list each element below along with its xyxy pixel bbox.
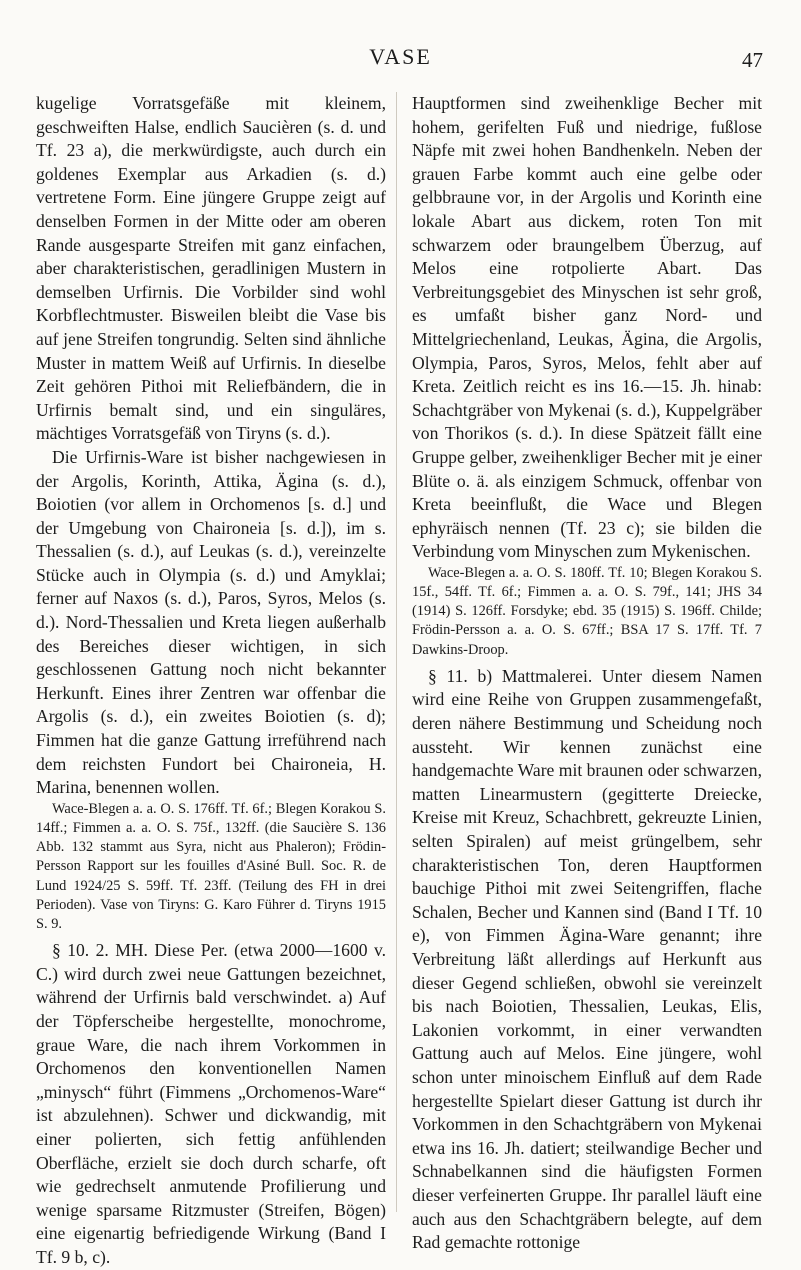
running-head: [0, 44, 801, 74]
page-number: 47: [742, 48, 763, 72]
paragraph: Die Urfirnis-Ware ist bisher nachgewiesen in der Argolis, Korinth, Attika, Ägina (s. d.), Boiotien (vor allem in Orchomenos [s. d.] und der Umgebung von Chaironeia [s. d.]), im s. Thessalien (s. d.), auf Leukas (s. d.), vereinzelte Stücke auch in Olympia (s. d.) und Amyklai; ferner auf Naxos (s. d.), Paros, Syros, Melos (s. d.). Nord-Thessalien und Kreta liegen außerhalb des Bereiches dieser wichtigen, in sich geschlossenen Gattung noch nicht bekannter Herkunft. Eines ihrer Zentren war offenbar die Argolis (s. d.), ein zweites Boiotien (s. d); Fimmen hat die ganze Gattung irreführend nach dem reichsten Fundort bei Chaironeia, H. Marina, benennen wollen.: [36, 446, 386, 798]
right-column: [412, 92, 762, 1255]
section-paragraph: § 10. 2. MH. Diese Per. (etwa 2000—1600 v. C.) wird durch zwei neue Gattungen bezeichnet, während der Urfirnis bald verschwindet. a) Auf der Töpferscheibe hergestellte, monochrome, graue Ware, die nach ihrem Vorkommen in Orchomenos den konventionellen Namen „minysch“ führt (Fimmens „Orchomenos-Ware“ ist abzulehnen). Schwer und dickwandig, mit einer polierten, sich fettig anfühlenden Oberfläche, erzielt sie doch durch scharfe, oft wie gedrechselt anmutende Profilierung und wenige sparsame Ritzmuster (Streifen, Bögen) eine eigenartig befriedigende Wirkung (Band I Tf. 9 b, c).: [36, 940, 386, 1267]
paragraph: kugelige Vorratsgefäße mit kleinem, geschweiften Halse, endlich Saucièren (s. d. und Tf. 23 a), die merkwürdigste, auch durch ein goldenes Exemplar aus Arkadien (s. d.) vertretene Form. Eine jüngere Gruppe zeigt auf denselben Formen in der Mitte oder am oberen Rande ausgesparte Streifen mit ganz einfachen, aber charakteristischen, geradlinigen Mustern in demselben Urfirnis. Die Vorbilder sind wohl Korbflechtmuster. Bisweilen bleibt die Vase bis auf jene Streifen tongrundig. Selten sind ähnliche Muster in mattem Weiß auf Urfirnis. In dieselbe Zeit gehören Pithoi mit Reliefbändern, die in Urfirnis bemalt sind, und ein singuläres, mächtiges Vorratsgefäß von Tiryns (s. d.).: [36, 93, 386, 444]
section-paragraph: § 11. b) Mattmalerei. Unter diesem Namen wird eine Reihe von Gruppen zusammengefaßt, deren nähere Bestimmung und Scheidung noch aussteht. Wir kennen zunächst eine handgemachte Ware mit braunen oder schwarzen, matten Linearmustern (gegitterte Dreiecke, Kreise mit Kreuz, Schachbrett, gekreuzte Linien, selten Spiralen) auf meist grüngelbem, sehr charakteristischen Ton, deren Hauptformen bauchige Pithoi mit zwei Seitengriffen, flache Schalen, Becher und Kannen sind (Band I Tf. 10 e), von Fimmen Ägina-Ware genannt; ihre Verbreitung läßt allerdings auf Herkunft aus dieser Gegend schließen, obwohl sie vereinzelt bis nach Boiotien, Thessalien, Leukas, Elis, Lakonien vorkommt, in einer verwandten Gattung auch auf Melos. Eine jüngere, wohl schon unter minoischem Einfluß auf dem Rade hergestellte Spielart dieser Gattung ist durch ihr Vorkommen in den Schachtgräbern von Mykenai etwa ins 16. Jh. datiert; steilwandige Becher und Schnabelkannen sind die häufigsten Formen dieser verfeinerten Gruppe. Ihr parallel läuft eine auch aus den Schachtgräbern belegte, auf dem Rad gemachte rottonige: [412, 665, 762, 1253]
column-divider: [396, 92, 397, 1212]
left-column: [36, 92, 386, 1270]
bibliography-note: Wace-Blegen a. a. O. S. 180ff. Tf. 10; Blegen Korakou S. 15f., 54ff. Tf. 6f.; Fimmen a. a. O. S. 79f., 141; JHS 34 (1914) S. 126ff. Forsdyke; ebd. 35 (1915) S. 196ff. Childe; Frödin-Persson a. a. O. S. 67ff.; BSA 17 S. 17ff. Tf. 7 Dawkins-Droop.: [412, 564, 762, 658]
running-title: VASE: [369, 44, 432, 69]
paragraph: Hauptformen sind zweihenklige Becher mit hohem, gerifelten Fuß und niedrige, fußlose Näpfe mit zwei hohen Bandhenkeln. Neben der grauen Farbe kommt auch eine gelbe oder gelbbraune vor, in der Argolis und Korinth eine lokale Abart aus dickem, roten Ton mit schwarzem oder braungelbem Überzug, auf Melos eine rotpolierte Abart. Das Verbreitungsgebiet des Minyschen ist sehr groß, es umfaßt bisher ganz Nord- und Mittelgriechenland, Leukas, Ägina, die Argolis, Olympia, Paros, Syros, Melos, fehlt aber auf Kreta. Zeitlich reicht es ins 16.—15. Jh. hinab: Schachtgräber von Mykenai (s. d.), Kuppelgräber von Thorikos (s. d.). In diese Spätzeit fällt eine Gruppe gelber, zweihenkliger Becher mit je einer Blüte o. ä. als einzigem Schmuck, offenbar von Kreta beeinflußt, die Wace und Blegen ephyräisch nennen (Tf. 23 c); sie bilden die Verbindung vom Minyschen zum Mykenischen.: [412, 93, 762, 562]
bibliography-note: Wace-Blegen a. a. O. S. 176ff. Tf. 6f.; Blegen Korakou S. 14ff.; Fimmen a. a. O. S. 75f., 132ff. (die Saucière S. 136 Abb. 132 stammt aus Syra, nicht aus Phaleron); Frödin-Persson Rapport sur les fouilles d'Asiné Bull. Soc. R. de Lund 1924/25 S. 59ff. Tf. 23ff. (Teilung des FH in drei Perioden). Vase von Tiryns: G. Karo Führer d. Tiryns 1915 S. 9.: [36, 800, 386, 933]
